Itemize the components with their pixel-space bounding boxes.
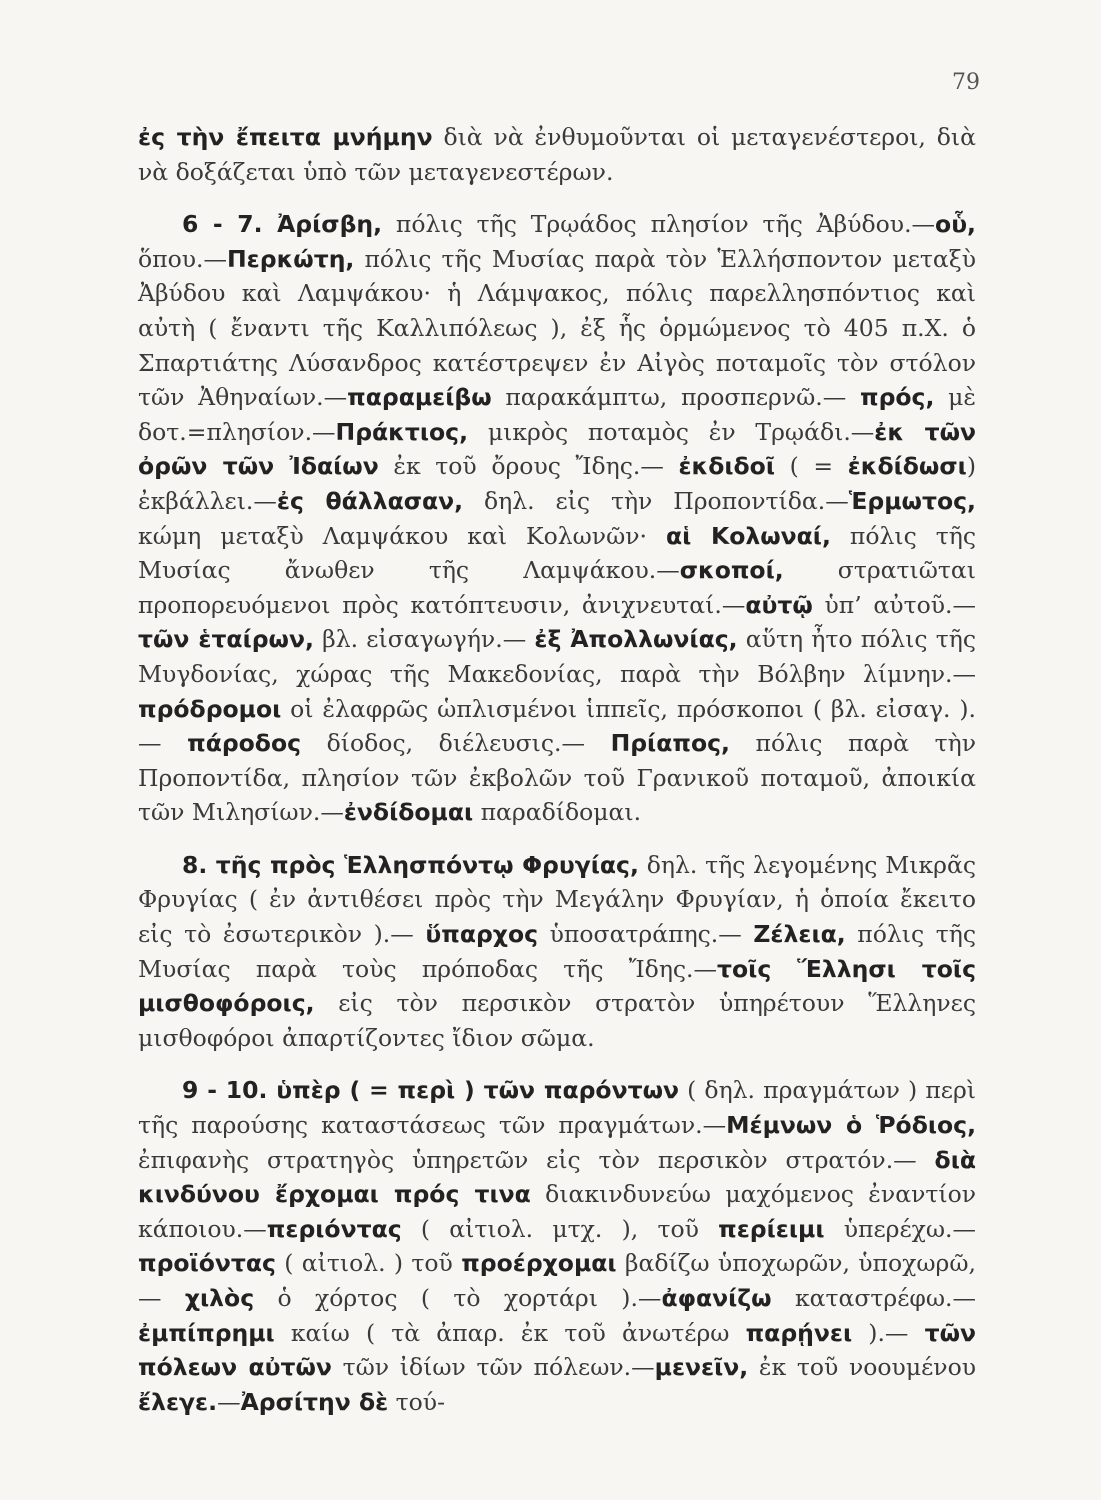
paragraph (138, 1073, 976, 1419)
lemma-term: Πράκτιος, (335, 417, 469, 446)
gloss-text: ὑπερέχω.— (824, 1214, 976, 1243)
lemma-term: πρός, (859, 383, 935, 412)
gloss-text: βλ. εἰσαγωγήν.— (313, 625, 535, 654)
lemma-term: Πρίαπος, (610, 729, 730, 758)
lemma-term: ὕπαρχος (425, 920, 539, 949)
lemma-term: οὗ, (935, 210, 976, 239)
gloss-text: ὁ χόρτος ( τὸ χορτάρι ).— (254, 1284, 662, 1312)
lemma-term: Ζέλεια, (753, 920, 846, 949)
gloss-text: — (217, 1387, 241, 1416)
gloss-text: ( δηλ. πραγμάτων ) περὶ τῆς παρούσης καταστάσεως τῶν πραγμάτων.— (138, 1076, 976, 1140)
lemma-term: πάροδος (187, 729, 302, 758)
lemma-term: διὰ κινδύνου ἔρχομαι πρός τινα (138, 1145, 976, 1209)
lemma-term: ἐξ Ἀπολλωνίας, (534, 625, 738, 654)
gloss-text: πόλις τῆς Τρῳάδος πλησίον τῆς Ἀβύδου.— (382, 210, 936, 239)
lemma-term: αἱ Κολωναί, (666, 521, 831, 550)
lemma-term: παραμείβω (347, 383, 492, 412)
gloss-text: ὑπ’ αὐτοῦ.— (812, 590, 976, 619)
gloss-text: μὲ δοτ.=πλησίον.— (138, 383, 977, 446)
lemma-term: σκοποί, (679, 556, 784, 585)
gloss-text: ).— (852, 1318, 925, 1347)
gloss-text: καταστρέφω.— (771, 1284, 976, 1312)
lemma-term: ἔλεγε. (138, 1387, 218, 1416)
paragraph (138, 848, 976, 1056)
lemma-term: ἐκδίδωσι (847, 452, 967, 481)
lemma-term: αὐτῷ (745, 590, 813, 619)
lemma-term: ἐς θάλλασαν, (276, 486, 464, 515)
gloss-text: τῶν ἰδίων τῶν πόλεων.— (331, 1353, 655, 1382)
lemma-term: τῶν ἑταίρων, (138, 625, 314, 654)
gloss-text: πόλις τῆς Μυσίας ἄνωθεν τῆς Λαμψάκου.— (138, 521, 977, 585)
gloss-text: αὕτη ἦτο πόλις τῆς Μυγδονίας, χώρας τῆς Μακεδονίας, παρὰ τὴν Βόλβην λίμνην.— (138, 625, 977, 688)
lemma-term: προϊόντας (138, 1249, 276, 1278)
lemma-term: ἀφανίζω (661, 1284, 772, 1312)
lemma-term: ἐκδιδοῖ (678, 452, 775, 481)
gloss-text: οἱ ἐλαφρῶς ὡπλισμένοι ἱππεῖς, πρόσκοποι ( βλ. εἰσαγ. ).— (138, 694, 976, 758)
paragraph (138, 207, 976, 830)
gloss-text: ἐπιφανὴς στρατηγὸς ὑπηρετῶν εἰς τὸν περσικὸν στρατόν.— (138, 1145, 935, 1174)
gloss-text: βαδίζω ὑποχωρῶν, ὑποχωρῶ,— (138, 1249, 977, 1312)
lemma-term: παρῄνει (745, 1318, 853, 1347)
lemma-term: 8. τῆς πρὸς Ἑλλησπόντῳ Φρυγίας, (182, 850, 639, 879)
lemma-term: ἐνδίδομαι (343, 798, 474, 827)
lemma-term: 6 - 7. Ἀρίσβη, (182, 210, 383, 239)
gloss-text: ὅπου.— (138, 244, 227, 273)
gloss-text: παρακάμπτω, προσπερνῶ.— (491, 383, 860, 412)
lemma-term: 9 - 10. ὑπὲρ ( = περὶ ) τῶν παρόντων (182, 1076, 680, 1105)
lemma-term: Ἀρσίτην δὲ (240, 1387, 389, 1416)
gloss-text: ἐκ τοῦ ὄρους Ἴδης.— (378, 452, 679, 481)
lemma-term: προέρχομαι (461, 1249, 617, 1278)
gloss-text: τού- (388, 1387, 446, 1416)
gloss-text: εἰς τὸν περσικὸν στρατὸν ὑπηρέτουν Ἕλληνες μισθοφόροι ἀπαρτίζοντες ἴδιον σῶμα. (138, 989, 976, 1052)
gloss-text: καίω ( τὰ ἀπαρ. ἐκ τοῦ ἀνωτέρω (274, 1318, 746, 1347)
gloss-text: κώμη μεταξὺ Λαμψάκου καὶ Κολωνῶν· (138, 521, 666, 550)
gloss-text: διὰ νὰ ἐνθυμοῦνται οἱ μεταγενέστεροι, διὰ νὰ δοξάζεται ὑπὸ τῶν μεταγενεστέρων. (138, 123, 976, 186)
gloss-text: πόλις παρὰ τὴν Προποντίδα, πλησίον τῶν ἐκβολῶν τοῦ Γρανικοῦ ποταμοῦ, ἀποικία τῶν Μιλησίων.— (138, 729, 976, 827)
lemma-term: περιόντας (266, 1214, 402, 1243)
lemma-term: Ἑρμωτος, (848, 486, 976, 515)
lemma-term: ἐκ τῶν ὀρῶν τῶν Ἰδαίων (138, 417, 976, 481)
page-number: 79 (952, 70, 980, 95)
gloss-text: ( αἰτιολ. ) τοῦ (275, 1249, 462, 1278)
gloss-text: πόλις τῆς Μυσίας παρὰ τοὺς πρόποδας τῆς Ἴδης.— (138, 920, 977, 983)
lemma-term: Περκώτη, (227, 244, 355, 273)
gloss-text: πόλις τῆς Μυσίας παρὰ τὸν Ἑλλήσποντον μεταξὺ Ἀβύδου καὶ Λαμψάκου· ἡ Λάμψακος, πόλις παρελλησπόντιος καὶ αὐτὴ ( ἔναντι τῆς Καλλιπόλεως ), ἐξ ἧς ὁρμώμενος τὸ 405 π.Χ. ὁ Σπαρτιάτης Λύσανδρος κατέστρεψεν ἐν Αἰγὸς ποταμοῖς τὸν στόλον τῶν Ἀθηναίων.— (138, 244, 976, 412)
gloss-text: ) ἐκβάλλει.— (138, 452, 976, 515)
gloss-text: δίοδος, διέλευσις.— (301, 729, 611, 758)
lemma-term: ἐς τὴν ἔπειτα μνήμην (138, 123, 433, 151)
gloss-text: ὑποσατράπης.— (538, 920, 754, 949)
paragraph (138, 120, 976, 189)
gloss-text: μικρὸς ποταμὸς ἐν Τρῳάδι.— (468, 417, 875, 446)
lemma-term: μενεῖν, (654, 1353, 749, 1382)
gloss-text: στρατιῶται προπορευόμενοι πρὸς κατόπτευσιν, ἀνιχνευταί.— (138, 556, 976, 619)
gloss-text: ( = (774, 452, 848, 481)
gloss-text: δηλ. τῆς λεγομένης Μικρᾶς Φρυγίας ( ἐν ἀντιθέσει πρὸς τὴν Μεγάλην Φρυγίαν, ἡ ὁποία ἔκειτο εἰς τὸ ἐσωτερικὸν ).— (138, 850, 977, 949)
gloss-text: διακινδυνεύω μαχόμενος ἐναντίον κάποιου.— (138, 1180, 977, 1243)
gloss-text: δηλ. εἰς τὴν Προποντίδα.— (463, 486, 849, 515)
lemma-term: χιλὸς (184, 1284, 255, 1312)
lemma-term: περίειμι (718, 1214, 825, 1243)
lemma-term: τῶν πόλεων αὐτῶν (138, 1318, 977, 1382)
lemma-term: τοῖς Ἕλλησι τοῖς μισθοφόροις, (138, 954, 976, 1018)
lemma-term: Μέμνων ὁ Ῥόδιος, (726, 1111, 977, 1140)
lemma-term: ἐμπίπρημι (138, 1318, 275, 1347)
gloss-text: ἐκ τοῦ νοουμένου (748, 1353, 977, 1382)
lemma-term: πρόδρομοι (138, 694, 282, 723)
gloss-text: ( αἰτιολ. μτχ. ), τοῦ (401, 1214, 719, 1243)
gloss-text: παραδίδομαι. (473, 798, 642, 827)
commentary-text (138, 120, 976, 1437)
